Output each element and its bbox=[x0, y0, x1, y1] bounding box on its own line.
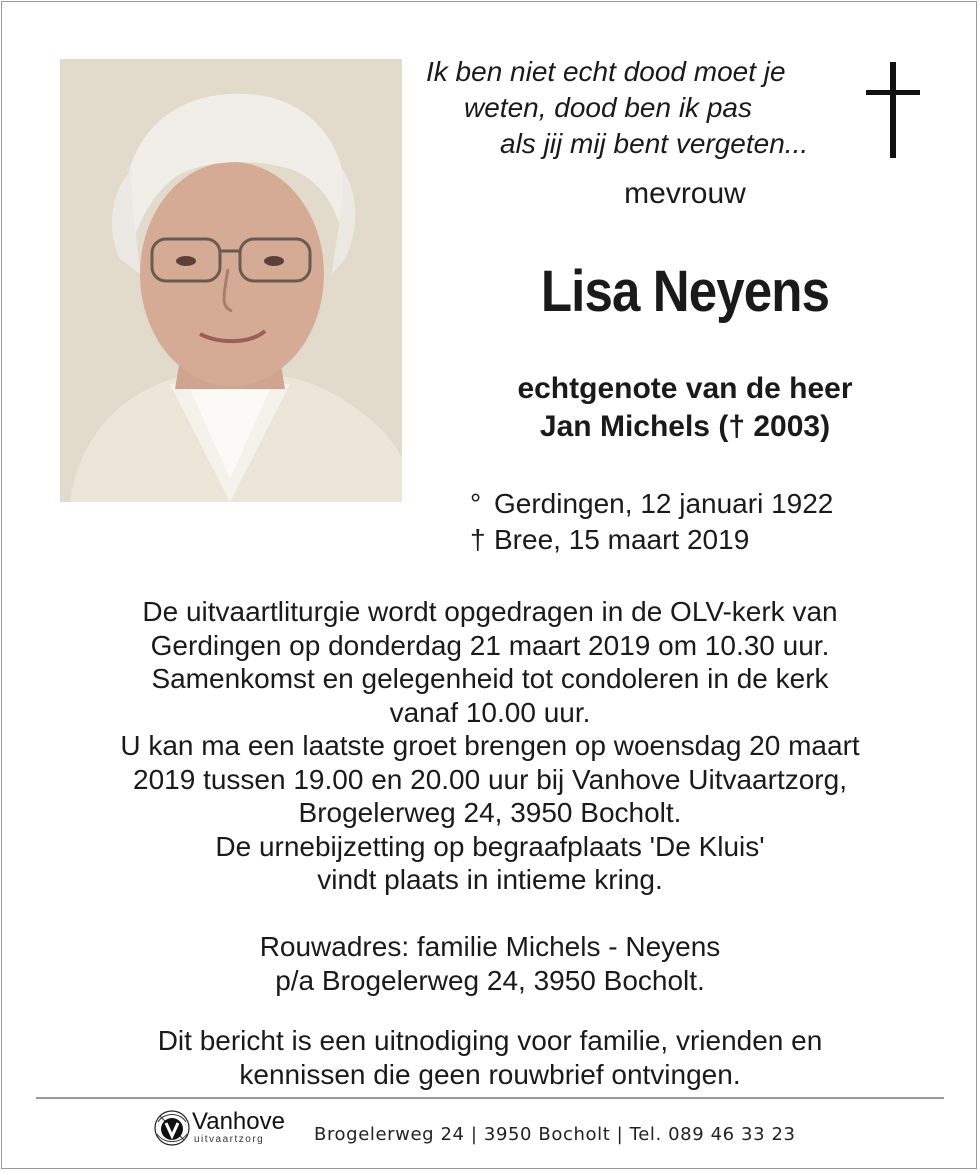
death-symbol: † bbox=[470, 524, 486, 555]
mourning-address bbox=[40, 930, 940, 998]
poem-line: Ik ben niet echt dood moet je bbox=[426, 56, 786, 87]
announcement-line: Brogelerweg 24, 3950 Bocholt. bbox=[298, 797, 682, 828]
spouse-line: echtgenote van de heer bbox=[517, 372, 853, 405]
address-line: Rouwadres: familie Michels - Neyens bbox=[259, 931, 721, 962]
contact-info: Brogelerweg 24 | 3950 Bocholt | Tel. 089 46 33 23 bbox=[314, 1124, 796, 1145]
announcement-line: vindt plaats in intieme kring. bbox=[317, 864, 663, 895]
spouse-info bbox=[440, 370, 930, 446]
birth-date: Gerdingen, 12 januari 1922 bbox=[494, 488, 834, 519]
invitation-line: kennissen die geen rouwbrief ontvingen. bbox=[239, 1059, 741, 1090]
announcement-line: De uitvaartliturgie wordt opgedragen in de OLV-kerk van bbox=[142, 596, 838, 627]
announcement-line: U kan ma een laatste groet brengen op woensdag 20 maart bbox=[120, 730, 860, 761]
logo-wordmark: Vanhove bbox=[192, 1108, 285, 1135]
poem-line: als jij mij bent vergeten... bbox=[500, 128, 809, 159]
honorific: mevrouw bbox=[624, 177, 746, 210]
address-line: p/a Brogelerweg 24, 3950 Bocholt. bbox=[275, 965, 705, 996]
birth-line bbox=[470, 486, 930, 522]
announcement-line: Samenkomst en gelegenheid tot condoleren in de kerk bbox=[151, 663, 829, 694]
logo-subtitle: uitvaartzorg bbox=[194, 1134, 265, 1145]
announcement-line: vanaf 10.00 uur. bbox=[389, 696, 591, 728]
announcement-line: De urnebijzetting op begraafplaats 'De Kluis' bbox=[215, 830, 765, 862]
invitation-note bbox=[40, 1024, 940, 1092]
death-date: Bree, 15 maart 2019 bbox=[494, 524, 750, 555]
vanhove-logo bbox=[152, 1106, 302, 1152]
birth-symbol: ° bbox=[470, 488, 482, 519]
spouse-line: Jan Michels († 2003) bbox=[539, 410, 831, 443]
announcement-line: Gerdingen op donderdag 21 maart 2019 om 10.30 uur. bbox=[150, 629, 830, 661]
funeral-announcement bbox=[40, 595, 940, 897]
footer-divider bbox=[36, 1097, 944, 1099]
deceased-name: Lisa Neyens bbox=[540, 259, 830, 324]
poem-line: weten, dood ben ik pas bbox=[464, 92, 752, 123]
portrait-photo bbox=[60, 59, 402, 502]
life-dates bbox=[470, 486, 930, 558]
portrait-illustration bbox=[60, 59, 402, 502]
vanhove-logo-icon bbox=[152, 1108, 192, 1148]
invitation-line: Dit bericht is een uitnodiging voor familie, vrienden en bbox=[157, 1025, 823, 1056]
announcement-line: 2019 tussen 19.00 en 20.00 uur bij Vanhove Uitvaartzorg, bbox=[133, 763, 847, 795]
memorial-poem bbox=[410, 54, 850, 162]
death-line bbox=[470, 522, 930, 558]
cross-icon bbox=[862, 62, 924, 158]
